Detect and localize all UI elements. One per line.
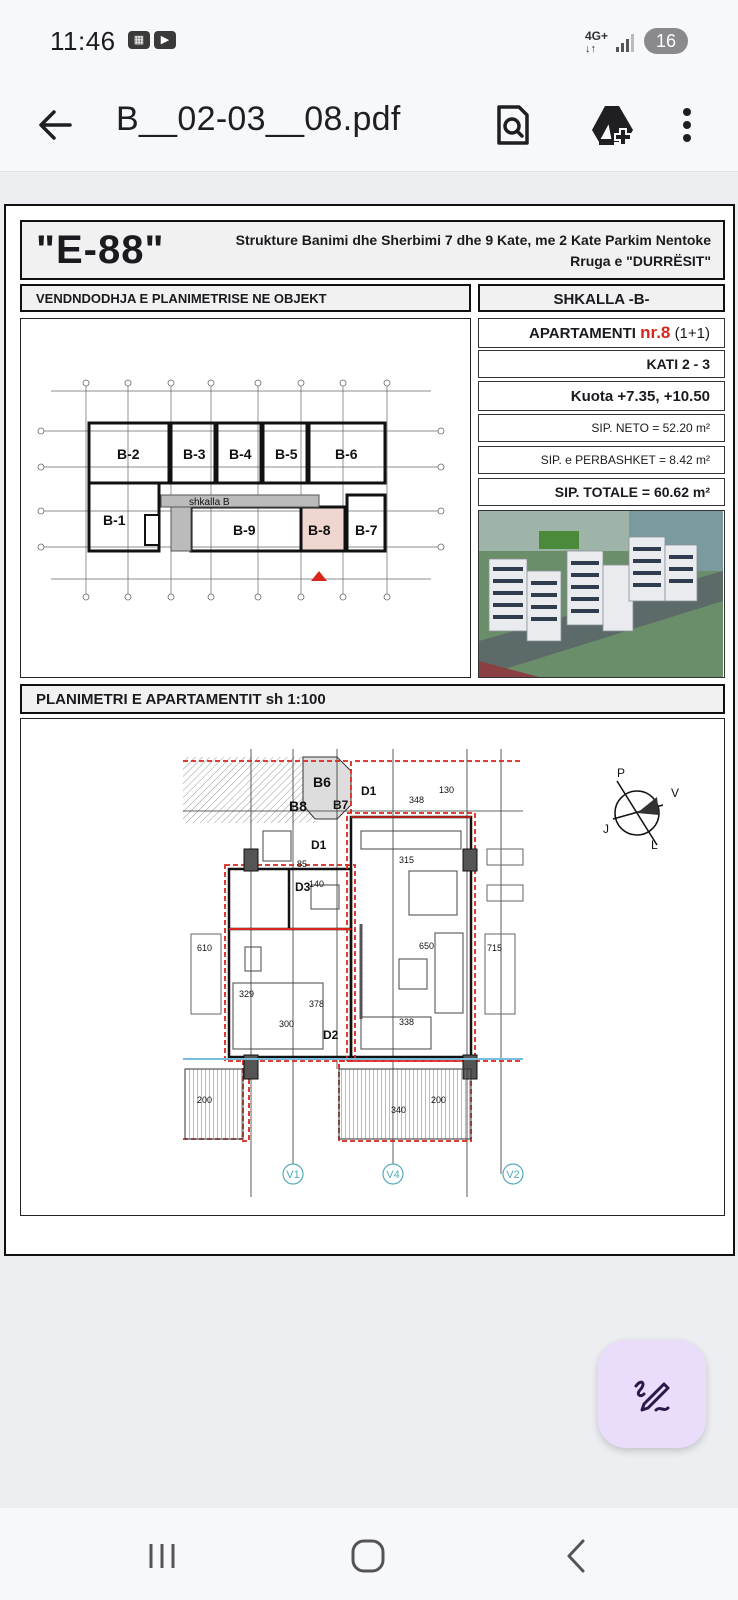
home-button[interactable] xyxy=(338,1534,398,1578)
svg-text:650: 650 xyxy=(419,941,435,951)
apartment-number: nr.8 xyxy=(640,323,671,342)
north-compass-icon xyxy=(613,781,663,845)
notification-icon: ▦ xyxy=(128,31,150,49)
document-header xyxy=(20,220,725,280)
stair-text: shkalla B xyxy=(189,497,230,508)
chevron-left-icon xyxy=(561,1538,591,1574)
battery-indicator: 16 xyxy=(644,28,688,54)
unit-label: B-5 xyxy=(275,446,298,462)
svg-text:130: 130 xyxy=(439,785,455,795)
svg-text:V2: V2 xyxy=(506,1169,520,1181)
system-back-button[interactable] xyxy=(546,1534,606,1578)
system-nav-bar xyxy=(0,1508,738,1600)
svg-text:140: 140 xyxy=(309,879,325,889)
net-area: SIP. NETO = 52.20 m² xyxy=(478,414,725,442)
unit-label: B-1 xyxy=(103,512,126,528)
recent-apps-button[interactable] xyxy=(132,1534,192,1578)
unit-label: B-2 xyxy=(117,446,140,462)
svg-text:200: 200 xyxy=(431,1095,447,1105)
back-button[interactable] xyxy=(30,100,80,150)
apartment-info xyxy=(478,318,725,348)
unit-label: B-9 xyxy=(233,522,256,538)
svg-text:D2: D2 xyxy=(323,1028,339,1042)
unit-label: B-6 xyxy=(335,446,358,462)
unit-label: B-7 xyxy=(355,522,378,538)
status-time: 11:46 xyxy=(50,26,116,56)
project-code: "E-88" xyxy=(36,228,165,272)
drive-add-icon xyxy=(590,104,636,146)
svg-text:200: 200 xyxy=(197,1095,213,1105)
svg-text:V1: V1 xyxy=(286,1169,300,1181)
apartment-floor-plan xyxy=(20,718,725,1216)
project-description: Strukture Banimi dhe Sherbimi 7 dhe 9 Kate, me 2 Kate Parkim Nentoke xyxy=(235,232,711,248)
svg-text:300: 300 xyxy=(279,1019,295,1029)
floor-plan-drawing xyxy=(21,719,723,1214)
svg-text:D1: D1 xyxy=(361,784,377,798)
add-to-drive-button[interactable] xyxy=(588,98,638,152)
document-title: B__02-03__08.pdf xyxy=(116,100,401,138)
app-bar xyxy=(0,80,738,172)
unit-label: B-8 xyxy=(308,522,331,538)
annotate-button[interactable] xyxy=(598,1340,706,1448)
svg-text:L: L xyxy=(651,838,658,852)
elevation-info: Kuota +7.35, +10.50 xyxy=(478,381,725,411)
unit-label: B-4 xyxy=(229,446,252,462)
home-icon xyxy=(350,1538,386,1574)
svg-text:B7: B7 xyxy=(333,798,349,812)
site-plan-drawing xyxy=(21,319,469,676)
svg-text:P: P xyxy=(617,766,626,780)
svg-text:338: 338 xyxy=(399,1017,415,1027)
floor-info: KATI 2 - 3 xyxy=(478,350,725,378)
search-in-document-button[interactable] xyxy=(488,98,538,152)
svg-text:340: 340 xyxy=(391,1105,407,1115)
apartment-type: (1+1) xyxy=(674,324,710,342)
apartment-prefix: APARTAMENTI xyxy=(529,324,636,342)
svg-text:610: 610 xyxy=(197,943,213,953)
svg-text:D3: D3 xyxy=(295,880,311,894)
svg-text:D1: D1 xyxy=(311,838,327,852)
network-label: 4G+ xyxy=(585,29,609,43)
svg-text:378: 378 xyxy=(309,999,325,1009)
svg-text:85: 85 xyxy=(297,859,308,869)
document-search-icon xyxy=(493,103,533,147)
building-rendering-image xyxy=(478,510,725,678)
svg-text:J: J xyxy=(603,822,609,836)
shared-area: SIP. e PERBASHKET = 8.42 m² xyxy=(478,446,725,474)
more-vertical-icon xyxy=(682,107,692,143)
signal-icon xyxy=(616,32,634,52)
more-options-button[interactable] xyxy=(672,98,702,152)
total-area: SIP. TOTALE = 60.62 m² xyxy=(478,478,725,506)
unit-label: B-3 xyxy=(183,446,206,462)
svg-text:B8: B8 xyxy=(289,798,307,814)
site-plan-panel xyxy=(20,318,471,678)
pen-draw-icon xyxy=(630,1372,674,1416)
location-marker-icon xyxy=(311,571,327,581)
status-bar xyxy=(0,0,738,80)
network-type: 4G+ ↓↑ xyxy=(585,29,609,55)
svg-text:V: V xyxy=(671,786,680,800)
svg-text:329: 329 xyxy=(239,989,255,999)
pdf-page[interactable] xyxy=(4,204,735,1256)
location-section-label: VENDNDODHJA E PLANIMETRISE NE OBJEKT xyxy=(20,284,471,312)
svg-text:V4: V4 xyxy=(386,1169,400,1181)
youtube-icon: ▶ xyxy=(154,31,176,49)
svg-text:715: 715 xyxy=(487,943,503,953)
svg-text:B6: B6 xyxy=(313,774,331,790)
arrow-left-icon xyxy=(30,100,80,150)
stair-label: SHKALLA -B- xyxy=(478,284,725,312)
project-street: Rruga e "DURRËSIT" xyxy=(570,253,711,269)
svg-text:315: 315 xyxy=(399,855,415,865)
svg-text:348: 348 xyxy=(409,795,425,805)
apartment-plan-title: PLANIMETRI E APARTAMENTIT sh 1:100 xyxy=(20,684,725,714)
recent-apps-icon xyxy=(145,1541,179,1571)
